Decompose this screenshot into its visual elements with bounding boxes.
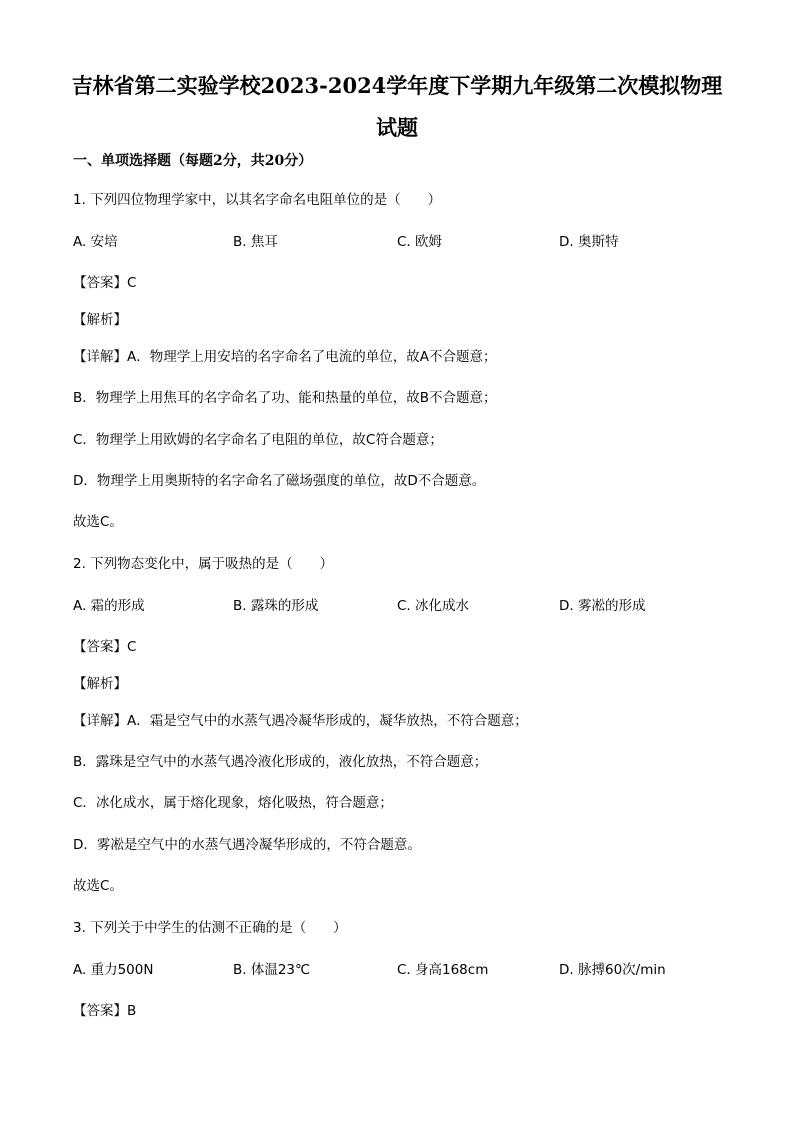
question-1-analysis-label: 【解析】 [73, 312, 127, 328]
question-1-option-b: B. 焦耳 [233, 234, 278, 250]
section-heading: 一、单项选择题（每题2分，共20分） [73, 153, 313, 169]
document-title-line-2: 试题 [376, 115, 418, 140]
question-3-option-c: C. 身高168cm [397, 962, 489, 978]
question-1-detail-a: 【详解】A．物理学上用安培的名字命名了电流的单位，故A不合题意； [73, 349, 497, 365]
question-3-option-a: A. 重力500N [73, 962, 154, 978]
question-1-detail-d: D．物理学上用奥斯特的名字命名了磁场强度的单位，故D不合题意。 [73, 473, 486, 489]
question-3-option-b: B. 体温23℃ [233, 962, 311, 978]
question-3-option-d: D. 脉搏60次/min [559, 962, 666, 978]
question-1-stem: 1. 下列四位物理学家中，以其名字命名电阻单位的是（ ） [73, 192, 442, 208]
question-2-detail-b: B．露珠是空气中的水蒸气遇冷液化形成的，液化放热，不符合题意； [73, 754, 488, 770]
question-2-answer: 【答案】C [73, 639, 137, 655]
question-1-conclusion: 故选C。 [73, 514, 123, 530]
document-title-line-1: 吉林省第二实验学校2023-2024学年度下学期九年级第二次模拟物理 [71, 73, 723, 98]
question-2-detail-c: C．冰化成水，属于熔化现象，熔化吸热，符合题意； [73, 795, 393, 811]
question-2-option-b: B. 露珠的形成 [233, 598, 319, 614]
question-1-detail-c: C．物理学上用欧姆的名字命名了电阻的单位，故C符合题意； [73, 432, 443, 448]
question-2-option-c: C. 冰化成水 [397, 598, 470, 614]
question-2-conclusion: 故选C。 [73, 878, 123, 894]
question-1-option-c: C. 欧姆 [397, 234, 443, 250]
question-2-option-a: A. 霜的形成 [73, 598, 145, 614]
question-1-option-a: A. 安培 [73, 234, 118, 250]
question-1-option-d: D. 奥斯特 [559, 234, 619, 250]
question-3-stem: 3. 下列关于中学生的估测不正确的是（ ） [73, 920, 347, 936]
question-1-answer: 【答案】C [73, 275, 137, 291]
question-2-option-d: D. 雾凇的形成 [559, 598, 646, 614]
question-2-stem: 2. 下列物态变化中，属于吸热的是（ ） [73, 556, 334, 572]
question-2-detail-a: 【详解】A．霜是空气中的水蒸气遇冷凝华形成的，凝华放热，不符合题意； [73, 713, 528, 729]
question-3-answer: 【答案】B [73, 1003, 137, 1019]
question-2-detail-d: D．雾凇是空气中的水蒸气遇冷凝华形成的，不符合题意。 [73, 837, 421, 853]
question-2-analysis-label: 【解析】 [73, 676, 127, 692]
question-1-detail-b: B．物理学上用焦耳的名字命名了功、能和热量的单位，故B不合题意； [73, 390, 497, 406]
